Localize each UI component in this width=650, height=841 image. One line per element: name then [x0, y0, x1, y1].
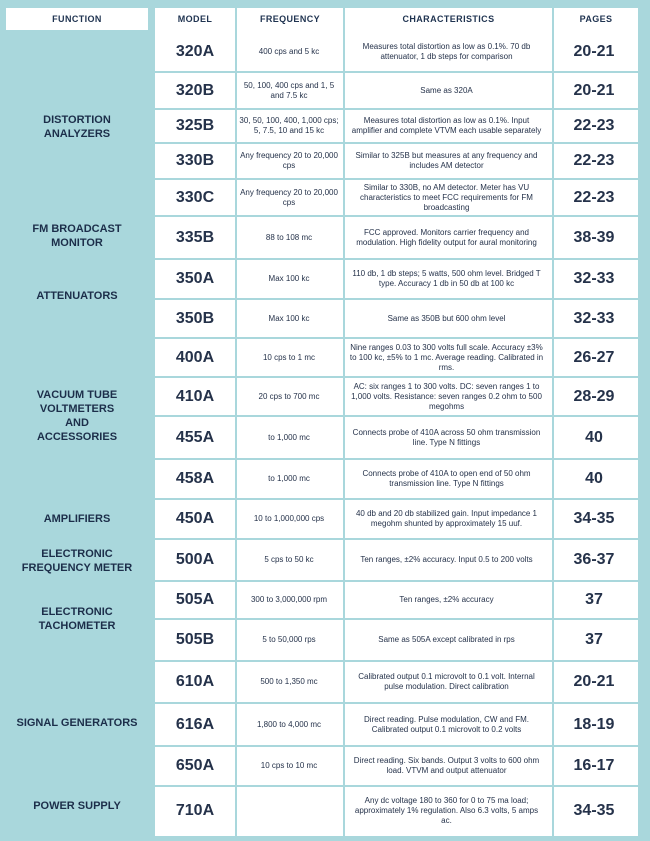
- model-number: 650A: [175, 757, 215, 774]
- table-row: [155, 300, 638, 337]
- frequency-cell: 400 cps and 5 kc: [258, 46, 320, 56]
- table-row: [155, 500, 638, 538]
- header-characteristics: CHARACTERISTICS: [345, 8, 552, 30]
- model-number: 410A: [175, 387, 215, 405]
- pages-cell: 37: [585, 631, 603, 648]
- function-label: VOLTMETERS: [39, 403, 115, 415]
- pages-cell: 32-33: [573, 309, 615, 327]
- characteristics-cell: Similar to 330B, no AM detector. Meter has VU characteristics to meet FCC requirements for FM broadcasting: [360, 182, 533, 212]
- frequency-cell: 10 to 1,000,000 cps: [253, 514, 325, 523]
- characteristics-cell: Same as 350B but 600 ohm level: [387, 313, 506, 323]
- function-label: FREQUENCY METER: [21, 562, 133, 574]
- pages-cell: 34-35: [573, 801, 615, 819]
- characteristics-cell: FCC approved. Monitors carrier frequency and modulation. High fidelity output for aural monitoring: [356, 227, 537, 247]
- function-group-attenuators: [6, 289, 148, 303]
- frequency-cell: 1,800 to 4,000 mc: [256, 719, 322, 729]
- header-pages: PAGES: [554, 8, 638, 30]
- table-row: [155, 144, 638, 178]
- characteristics-cell: 110 db, 1 db steps; 5 watts, 500 ohm level. Bridged T type. Accuracy 1 db in 50 db at 100 kc: [352, 269, 541, 288]
- function-group-electronic-tachometer: [6, 605, 148, 633]
- function-label: FM BROADCAST: [32, 223, 122, 235]
- function-label: ACCESSORIES: [36, 431, 118, 443]
- function-group-power-supply: [6, 799, 148, 813]
- characteristics-cell: Nine ranges 0.03 to 300 volts full scale. Accuracy ±3% to 100 kc, ±5% to 1 mc. Average reading. Calibrated in rms.: [349, 342, 544, 372]
- frequency-cell: 5 to 50,000 rps: [262, 635, 316, 644]
- pages-cell: 22-23: [573, 117, 615, 134]
- model-number: 330B: [175, 152, 215, 169]
- function-label: TACHOMETER: [38, 620, 116, 632]
- frequency-cell: 5 cps to 50 kc: [264, 555, 314, 564]
- characteristics-cell: Same as 505A except calibrated in rps: [378, 635, 515, 644]
- function-label: AND: [65, 417, 89, 429]
- pages-cell: 38-39: [573, 228, 615, 246]
- pages-cell: 18-19: [573, 715, 615, 733]
- pages-cell: 20-21: [573, 42, 615, 60]
- pages-cell: 22-23: [573, 152, 615, 169]
- pages-cell: 20-21: [573, 673, 615, 690]
- function-group-fm-broadcast-monitor: [6, 222, 148, 250]
- table-row: [155, 32, 638, 71]
- frequency-cell: 88 to 108 mc: [265, 232, 313, 242]
- table-row: [155, 378, 638, 415]
- characteristics-cell: Connects probe of 410A across 50 ohm transmission line. Type N fittings: [352, 427, 541, 447]
- table-row: [155, 110, 638, 142]
- function-group-electronic-frequency-meter: [6, 547, 148, 575]
- frequency-cell: 10 cps to 1 mc: [262, 352, 316, 362]
- frequency-cell: Any frequency 20 to 20,000 cps: [240, 187, 338, 207]
- function-label: AMPLIFIERS: [43, 513, 111, 525]
- table-row: [155, 260, 638, 298]
- pages-cell: 40: [585, 428, 603, 446]
- characteristics-cell: Similar to 325B but measures at any frequency and includes AM detector: [355, 151, 538, 170]
- model-number: 400A: [175, 348, 215, 366]
- characteristics-cell: Same as 320A: [420, 85, 473, 95]
- frequency-cell: to 1,000 mc: [268, 474, 310, 483]
- characteristics-cell: Ten ranges, ±2% accuracy: [399, 595, 494, 604]
- characteristics-cell: 40 db and 20 db stabilized gain. Input impedance 1 megohm shunted by approximately 15 uuf.: [355, 509, 538, 528]
- model-number: 505A: [175, 591, 215, 608]
- model-number: 450A: [175, 510, 215, 527]
- table-row: [155, 704, 638, 745]
- header-function: FUNCTION: [6, 8, 148, 30]
- frequency-cell: 10 cps to 10 mc: [260, 761, 318, 770]
- model-number: 320B: [175, 81, 215, 99]
- function-label: POWER SUPPLY: [33, 800, 121, 812]
- table-row: [155, 582, 638, 618]
- characteristics-cell: Direct reading. Six bands. Output 3 volts to 600 ohm load. VTVM and output attenuator: [353, 756, 540, 775]
- model-number: 335B: [175, 228, 215, 246]
- frequency-cell: 20 cps to 700 mc: [258, 391, 320, 401]
- function-label: SIGNAL GENERATORS: [16, 717, 138, 729]
- table-row: [155, 460, 638, 498]
- frequency-cell: to 1,000 mc: [268, 432, 310, 442]
- header-model: MODEL: [155, 8, 235, 30]
- function-group-signal-generators: [6, 716, 148, 730]
- function-label: VACUUM TUBE: [36, 389, 118, 401]
- model-number: 500A: [175, 551, 215, 568]
- table-row: [155, 180, 638, 215]
- model-number: 330C: [175, 188, 215, 206]
- model-number: 610A: [175, 673, 215, 690]
- pages-cell: 32-33: [573, 270, 615, 287]
- pages-cell: 36-37: [573, 551, 615, 568]
- characteristics-cell: Connects probe of 410A to open end of 50 ohm transmission line. Type N fittings: [362, 469, 531, 488]
- frequency-cell: Any frequency 20 to 20,000 cps: [240, 151, 338, 170]
- characteristics-cell: Any dc voltage 180 to 360 for 0 to 75 ma load; approximately 1% regulation. Also 6.3 volts, 5 amps ac.: [354, 795, 539, 825]
- header-frequency: FREQUENCY: [237, 8, 343, 30]
- function-label: ANALYZERS: [43, 128, 111, 140]
- frequency-cell: Max 100 kc: [268, 274, 310, 283]
- characteristics-cell: Ten ranges, ±2% accuracy. Input 0.5 to 200 volts: [360, 555, 533, 564]
- table-row: [155, 540, 638, 580]
- pages-cell: 16-17: [573, 757, 615, 774]
- model-number: 455A: [175, 428, 215, 446]
- frequency-cell: 30, 50, 100, 400, 1,000 cps; 5, 7.5, 10 and 15 kc: [239, 116, 339, 135]
- pages-cell: 20-21: [573, 81, 615, 99]
- table-row: [155, 217, 638, 258]
- function-label: MONITOR: [51, 237, 103, 249]
- pages-cell: 34-35: [573, 510, 615, 527]
- model-number: 320A: [175, 42, 215, 60]
- model-number: 616A: [175, 715, 215, 733]
- function-group-distortion-analyzers: [6, 113, 148, 141]
- pages-cell: 22-23: [573, 188, 615, 206]
- frequency-cell: Max 100 kc: [268, 313, 310, 323]
- table-row: [155, 417, 638, 458]
- model-number: 325B: [175, 117, 215, 134]
- function-label: ELECTRONIC: [41, 606, 113, 618]
- characteristics-cell: Calibrated output 0.1 microvolt to 0.1 volt. Internal pulse modulation. Direct calibration: [358, 672, 535, 691]
- function-label: DISTORTION: [43, 114, 111, 126]
- frequency-cell: 50, 100, 400 cps and 1, 5 and 7.5 kc: [243, 80, 335, 100]
- frequency-cell: [235, 787, 343, 834]
- model-number: 710A: [175, 801, 215, 819]
- function-label: ATTENUATORS: [36, 290, 118, 302]
- table-row: [155, 747, 638, 785]
- frequency-cell: 300 to 3,000,000 rpm: [250, 595, 328, 604]
- table-row: [155, 620, 638, 660]
- model-number: 350B: [175, 309, 215, 327]
- frequency-cell: 500 to 1,350 mc: [260, 677, 318, 686]
- function-group-vacuum-tube-voltmeters: [6, 388, 148, 444]
- table-row: [155, 339, 638, 376]
- pages-cell: 26-27: [573, 348, 615, 366]
- pages-cell: 28-29: [573, 387, 615, 405]
- function-label: ELECTRONIC: [41, 548, 113, 560]
- function-group-amplifiers: [6, 512, 148, 526]
- characteristics-cell: Measures total distortion as low as 0.1%. 70 db attenuator, 1 db steps for comparison: [362, 41, 531, 61]
- pages-cell: 40: [585, 470, 603, 487]
- pages-cell: 37: [585, 591, 603, 608]
- characteristics-cell: AC: six ranges 1 to 300 volts. DC: seven ranges 1 to 1,000 volts. Resistance: seven ranges 0.2 ohm to 500 megohms: [351, 381, 542, 411]
- characteristics-cell: Direct reading. Pulse modulation, CW and FM. Calibrated output 0.1 microvolt to 0.2 volts: [364, 714, 529, 734]
- table-row: [155, 787, 638, 834]
- table-row: [155, 73, 638, 108]
- model-number: 350A: [175, 270, 215, 287]
- model-number: 505B: [175, 631, 215, 648]
- characteristics-cell: Measures total distortion as low as 0.1%. Input amplifier and complete VTVM each usable separately: [351, 116, 542, 135]
- table-row: [155, 662, 638, 702]
- model-number: 458A: [175, 470, 215, 487]
